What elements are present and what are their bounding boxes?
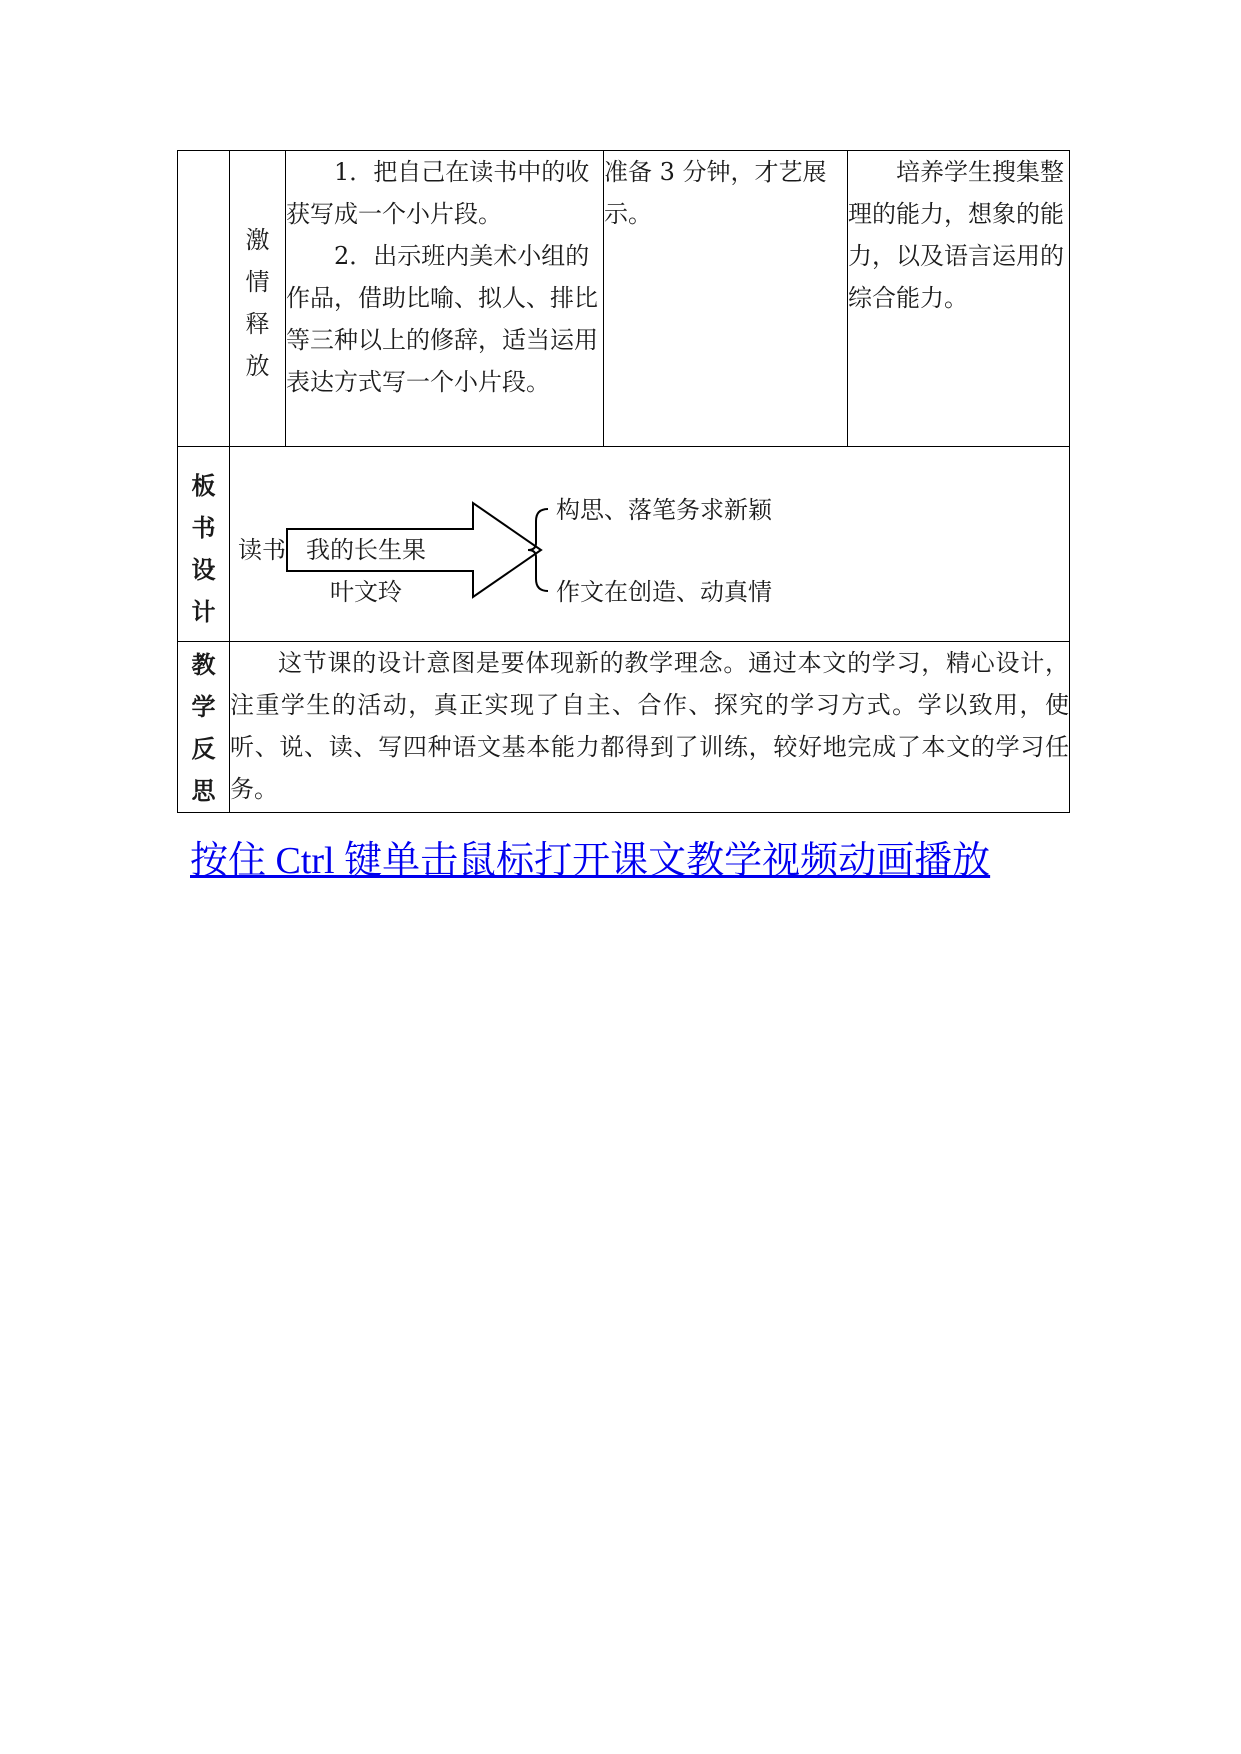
stage-label-char: 激 bbox=[245, 226, 270, 254]
reflection-label bbox=[178, 642, 230, 813]
activity-item-2: 2．出示班内美术小组的作品，借助比喻、拟人、排比等三种以上的修辞，适当运用表达方式写一个小片段。 bbox=[286, 242, 598, 396]
board-design-cell bbox=[230, 447, 1070, 642]
reflection-label-char: 学 bbox=[191, 693, 216, 721]
board-author: 叶文玲 bbox=[330, 578, 402, 606]
reflection-row bbox=[178, 642, 1070, 813]
design-intent-cell bbox=[848, 151, 1070, 447]
stage-row bbox=[178, 151, 1070, 447]
board-label-char: 书 bbox=[191, 514, 216, 542]
lesson-plan-table bbox=[177, 150, 1070, 813]
student-activity-text: 准备 3 分钟，才艺展示。 bbox=[604, 158, 827, 228]
stage-label bbox=[230, 151, 286, 447]
empty-label-cell bbox=[178, 151, 230, 447]
board-title: 我的长生果 bbox=[306, 536, 426, 564]
student-activity-cell bbox=[604, 151, 848, 447]
board-point-1: 构思、落笔务求新颖 bbox=[556, 496, 772, 524]
board-label-char: 计 bbox=[191, 598, 216, 626]
stage-label-char: 放 bbox=[245, 352, 270, 380]
reflection-label-char: 教 bbox=[191, 651, 216, 679]
board-design-row bbox=[178, 447, 1070, 642]
stage-label-char: 情 bbox=[245, 268, 270, 296]
board-lead: 读书 bbox=[238, 536, 286, 564]
board-label-char: 板 bbox=[191, 472, 216, 500]
stage-label-char: 释 bbox=[245, 310, 270, 338]
design-intent-text: 培养学生搜集整理的能力，想象的能力，以及语言运用的综合能力。 bbox=[848, 158, 1064, 312]
reflection-text: 这节课的设计意图是要体现新的教学理念。通过本文的学习，精心设计，注重学生的活动，真正实现了自主、合作、探究的学习方式。学以致用，使听、说、读、写四种语文基本能力都得到了训练，较好地完成了本文的学习任务。 bbox=[230, 642, 1070, 813]
board-point-2: 作文在创造、动真情 bbox=[556, 578, 772, 606]
board-design-diagram bbox=[230, 447, 1069, 641]
reflection-label-char: 反 bbox=[191, 735, 216, 763]
video-link[interactable]: 按住 Ctrl 键单击鼠标打开课文教学视频动画播放 bbox=[190, 840, 991, 882]
board-design-label bbox=[178, 447, 230, 642]
reflection-label-char: 思 bbox=[191, 777, 216, 805]
teacher-activity-cell bbox=[286, 151, 604, 447]
activity-item-1: 1．把自己在读书中的收获写成一个小片段。 bbox=[286, 158, 590, 228]
board-label-char: 设 bbox=[191, 556, 216, 584]
